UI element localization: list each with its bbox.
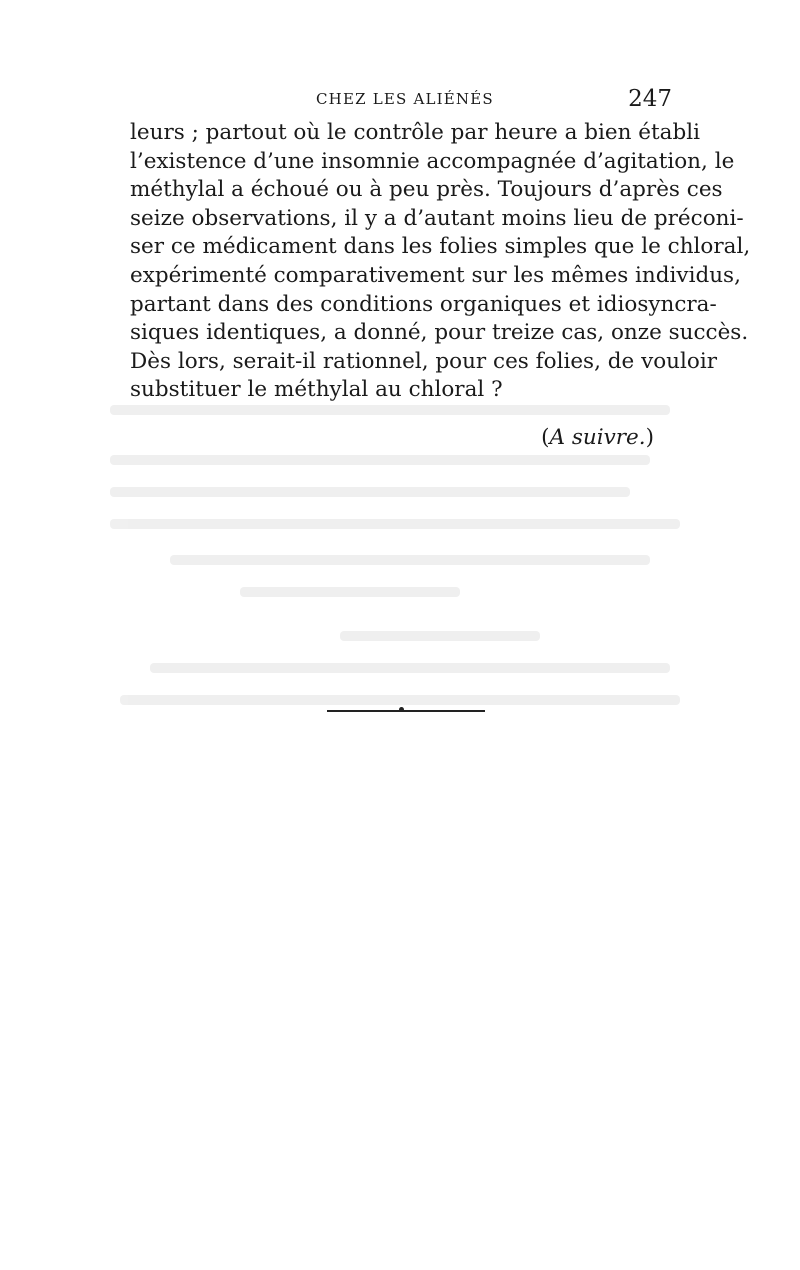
body-paragraph	[130, 119, 751, 405]
page-header	[130, 86, 678, 122]
text-line: expérimenté comparativement sur les mêmes individus,	[130, 262, 741, 288]
to-be-continued-note	[541, 425, 654, 450]
section-divider	[327, 710, 485, 712]
running-title: CHEZ LES ALIÉNÉS	[316, 90, 494, 108]
signoff-close-paren: )	[645, 425, 654, 450]
text-line: Dès lors, serait-il rationnel, pour ces folies, de vouloir	[130, 348, 717, 374]
text-line: siques identiques, a donné, pour treize cas, onze succès.	[130, 320, 749, 346]
text-line: leurs ; partout où le contrôle par heure a bien établi	[130, 120, 700, 145]
text-line: partant dans des conditions organiques et idiosyncra-	[130, 291, 717, 317]
text-line: méthylal a échoué ou à peu près. Toujours d’après ces	[130, 177, 723, 203]
text-line: l’existence d’une insomnie accompagnée d’agitation, le	[130, 148, 735, 174]
signoff-text: A suivre.	[549, 425, 646, 450]
text-line: seize observations, il y a d’autant moins lieu de préconi-	[130, 205, 744, 231]
signoff-open-paren: (	[541, 425, 550, 450]
text-line: substituer le méthylal au chloral ?	[130, 377, 503, 403]
text-line: ser ce médicament dans les folies simples que le chloral,	[130, 234, 751, 260]
page-number: 247	[628, 86, 672, 112]
